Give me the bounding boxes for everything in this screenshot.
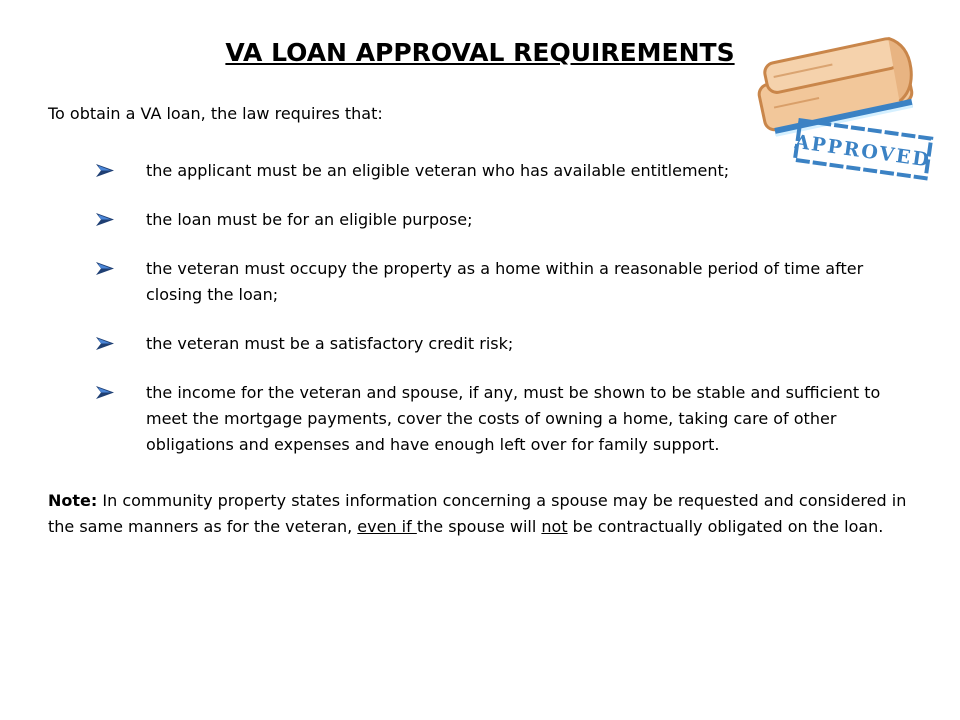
note-label: Note:	[48, 491, 98, 510]
list-item-text: the veteran must be a satisfactory credit risk;	[146, 334, 514, 353]
arrow-bullet-icon	[96, 213, 114, 226]
intro-text: To obtain a VA loan, the law requires that:	[48, 104, 383, 123]
list-item-text: the applicant must be an eligible veteran who has available entitlement;	[146, 161, 730, 180]
arrow-bullet-icon	[96, 386, 114, 399]
arrow-bullet-icon	[96, 164, 114, 177]
stamp-text: APPROVED	[793, 130, 933, 172]
list-item-text: the income for the veteran and spouse, if any, must be shown to be stable and sufficient to meet the mortgage payments, cover the costs of owning a home, taking care of other obligations and expenses and have enough left over for family support.	[146, 383, 881, 454]
note-text-1: In community property states information concerning a spouse may be requested and considered in the same manners as for the veteran,	[48, 491, 907, 536]
note-paragraph	[48, 488, 908, 540]
list-item	[96, 331, 916, 357]
list-item	[96, 158, 916, 184]
list-item-text: the veteran must occupy the property as a home within a reasonable period of time after closing the loan;	[146, 259, 864, 304]
list-item	[96, 256, 916, 308]
note-text-3: be contractually obligated on the loan.	[567, 517, 884, 536]
note-underline-not: not	[541, 517, 568, 536]
list-item	[96, 380, 916, 458]
note-text-2: the spouse will	[416, 517, 542, 536]
list-item	[96, 207, 916, 233]
page-title: VA LOAN APPROVAL REQUIREMENTS	[225, 38, 735, 67]
arrow-bullet-icon	[96, 337, 114, 350]
requirements-list	[96, 158, 916, 481]
list-item-text: the loan must be for an eligible purpose;	[146, 210, 473, 229]
note-underline-even-if: even if	[357, 517, 417, 536]
arrow-bullet-icon	[96, 262, 114, 275]
